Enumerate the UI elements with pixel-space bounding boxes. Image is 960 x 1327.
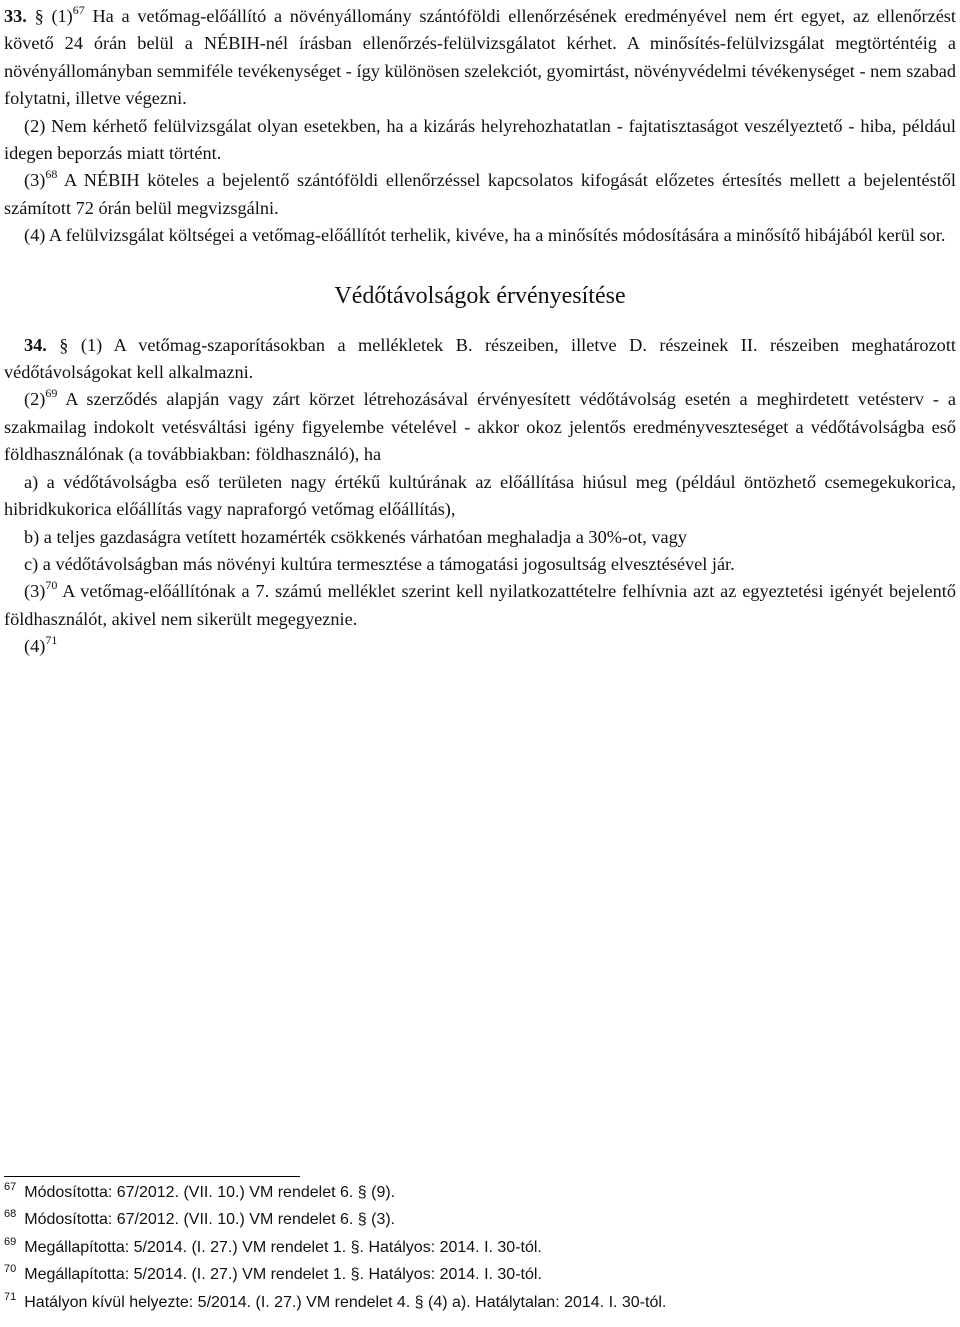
footnote-ref-68[interactable]: 68 <box>45 167 58 182</box>
section-number: 34. <box>24 334 47 355</box>
footnote-number: 69 <box>4 1235 17 1248</box>
paragraph-text: A NÉBIH köteles a bejelentő szántóföldi ellenőrzéssel kapcsolatos kifogását előzetes értesítés mellett a bejelentéstől számított 72 órán belül megvizsgálni. <box>4 170 957 218</box>
section-heading: Védőtávolságok érvényesítése <box>334 282 626 309</box>
footnote-text: Hatályon kívül helyezte: 5/2014. (I. 27.) VM rendelet 4. § (4) a). Hatálytalan: 2014. I. 30-tól. <box>24 1293 667 1311</box>
section-sign: § <box>34 6 44 26</box>
footnote <box>4 1261 934 1288</box>
footnote-number: 67 <box>4 1181 17 1193</box>
footnote-ref-71[interactable]: 71 <box>45 633 58 648</box>
section-33-paragraph-4: (4) A felülvizsgálat költségei a vetőmag-előállítót terhelik, kivéve, ha a minősítés módosítására a minősítő hibájából kerül sor. <box>24 225 946 246</box>
section-number: 33. <box>4 6 27 26</box>
section-34-paragraph-3 <box>4 578 956 633</box>
footnote-text: Módosította: 67/2012. (VII. 10.) VM rendelet 6. § (9). <box>24 1184 396 1201</box>
paragraph-label: (4) <box>24 636 46 657</box>
footnote-ref-67[interactable]: 67 <box>72 3 85 17</box>
footnote <box>4 1289 934 1316</box>
footnote-text: Módosította: 67/2012. (VII. 10.) VM rendelet 6. § (3). <box>24 1211 396 1229</box>
section-33-paragraph-3 <box>4 167 956 222</box>
list-item-b: b) a teljes gazdaságra vetített hozamérték csökkenés várhatóan meghaladja a 30%-ot, vagy <box>24 526 687 547</box>
section-34-paragraph-1 <box>4 332 956 387</box>
footnote-number: 68 <box>4 1208 17 1221</box>
section-33-paragraph-2: (2) Nem kérhető felülvizsgálat olyan esetekben, ha a kizárás helyrehozhatatlan - fajtatisztaságot veszélyeztető - hiba, például idegen beporzás miatt történt. <box>4 115 956 164</box>
section-sign: § <box>59 334 69 355</box>
section-33-paragraph-1 <box>4 3 956 113</box>
section-34-paragraph-2 <box>4 386 956 468</box>
footnote <box>4 1179 934 1206</box>
footnote-number: 70 <box>4 1263 17 1276</box>
footnotes-area <box>4 1176 934 1316</box>
paragraph-text: Ha a vetőmag-előállító a növényállomány szántóföldi ellenőrzésének eredményével nem ért egyet, az ellenőrzést követő 24 órán belül a NÉBIH-nél írásban ellenőrzés-felülvizsgálatot kérhet. A minősítés-felülvizsgálat megtörténtéig a növényállományban semmiféle tevékenységet - így különösen szelekciót, gyomirtást, növényvédelmi tévékenységet - nem szabad folytatni, illetve végezni. <box>4 6 956 109</box>
footnote <box>4 1206 934 1233</box>
list-item-a: a) a védőtávolságba eső területen nagy értékű kultúrának az előállítása hiúsul meg (például öntözhető csemegekukorica, hibridkukorica előállítás vagy napraforgó vetőmag előállítás), <box>4 471 956 520</box>
paragraph-text: A vetőmag-előállítónak a 7. számú melléklet szerint kell nyilatkozattételre felhívnia azt az egyeztetési igényét bejelentő földhasználót, akivel nem sikerült megegyeznie. <box>4 581 957 629</box>
footnote-text: Megállapította: 5/2014. (I. 27.) VM rendelet 1. §. Hatályos: 2014. I. 30-tól. <box>24 1238 542 1256</box>
paragraph-text: A szerződés alapján vagy zárt körzet létrehozásával érvényesített védőtávolság esetén a meghirdetett vetésterv - a szakmailag indokolt vetésváltási igény figyelembe vételével - akkor okoz jelentős eredményveszteséget a védőtávolságba eső földhasználónak (a továbbiakban: földhasználó), ha <box>4 389 957 465</box>
paragraph-text: (1) A vetőmag-szaporításokban a mellékletek B. részeiben, illetve D. részeinek II. részeiben meghatározott védőtávolságokat kell alkalmazni. <box>4 334 956 383</box>
paragraph-label: (2) <box>24 389 46 410</box>
paragraph-label: (3) <box>24 581 46 602</box>
paragraph-label: (3) <box>24 170 46 191</box>
footnote-text: Megállapította: 5/2014. (I. 27.) VM rendelet 1. §. Hatályos: 2014. I. 30-tól. <box>24 1266 542 1284</box>
footnote-ref-69[interactable]: 69 <box>45 386 58 401</box>
footnote-separator <box>4 1176 300 1177</box>
footnote-ref-70[interactable]: 70 <box>45 578 58 593</box>
footnote-number: 71 <box>4 1290 17 1303</box>
section-34-paragraph-4 <box>4 633 956 660</box>
list-item-c: c) a védőtávolságban más növényi kultúra termesztése a támogatási jogosultság elvesztésével jár. <box>24 553 735 574</box>
paragraph-label: (1) <box>51 6 73 26</box>
footnote <box>4 1234 934 1261</box>
